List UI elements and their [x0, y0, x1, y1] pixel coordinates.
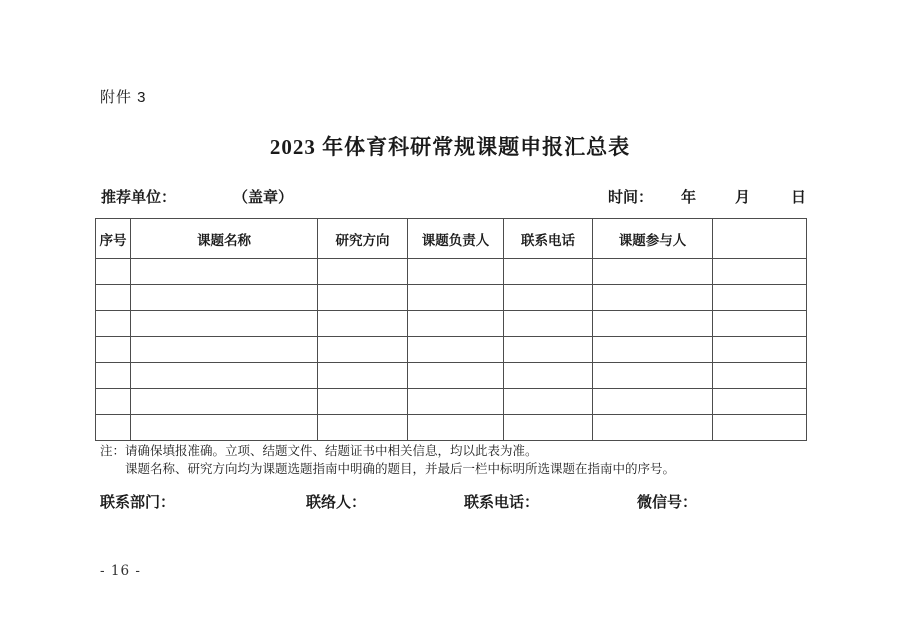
summary-table — [95, 218, 807, 441]
table-row — [96, 259, 807, 285]
table-cell — [408, 363, 504, 389]
table-cell — [96, 311, 131, 337]
table-cell — [131, 363, 318, 389]
header-cell-project-name: 课题名称 — [131, 219, 318, 259]
table-cell — [713, 415, 807, 441]
table-cell — [504, 285, 593, 311]
header-cell-project-leader: 课题负责人 — [408, 219, 504, 259]
table-cell — [408, 311, 504, 337]
year-label: 年 — [681, 189, 697, 206]
table-cell — [318, 389, 408, 415]
table-cell — [408, 285, 504, 311]
table-cell — [96, 415, 131, 441]
table-cell — [504, 337, 593, 363]
table-cell — [318, 259, 408, 285]
table-cell — [504, 259, 593, 285]
table-cell — [408, 337, 504, 363]
table-cell — [96, 389, 131, 415]
table-cell — [593, 259, 713, 285]
table-cell — [96, 259, 131, 285]
notes — [100, 443, 675, 478]
table-cell — [318, 363, 408, 389]
table-cell — [593, 389, 713, 415]
table-cell — [504, 415, 593, 441]
table-cell — [131, 311, 318, 337]
table-cell — [504, 363, 593, 389]
page-title: 2023 年体育科研常规课题申报汇总表 — [269, 135, 631, 159]
table-row — [96, 311, 807, 337]
table-cell — [96, 363, 131, 389]
seal-label: （盖章） — [233, 189, 294, 206]
month-label: 月 — [735, 189, 751, 206]
contact-wechat-label: 微信号： — [637, 494, 698, 511]
table-header-row — [96, 219, 807, 259]
table-cell — [713, 311, 807, 337]
table-cell — [318, 311, 408, 337]
note-line-1: 注：请确保填报准确。立项、结题文件、结题证书中相关信息，均以此表为准。 — [100, 444, 538, 458]
page-number: - 16 - — [100, 563, 141, 579]
table-cell — [593, 415, 713, 441]
table-cell — [318, 337, 408, 363]
table-cell — [131, 259, 318, 285]
table-cell — [131, 285, 318, 311]
table-cell — [96, 285, 131, 311]
table-cell — [593, 363, 713, 389]
table-cell — [318, 285, 408, 311]
table-cell — [593, 311, 713, 337]
table-cell — [713, 389, 807, 415]
table-row — [96, 337, 807, 363]
contact-liaison-label: 联络人： — [306, 494, 367, 511]
day-label: 日 — [791, 189, 807, 206]
table-cell — [408, 389, 504, 415]
table-cell — [408, 259, 504, 285]
note-line-2: 课题名称、研究方向均为课题选题指南中明确的题目，并最后一栏中标明所选课题在指南中的序号。 — [125, 461, 676, 476]
attachment-label: 附件 3 — [100, 89, 147, 106]
table-row — [96, 285, 807, 311]
header-cell-research-direction: 研究方向 — [318, 219, 408, 259]
table-row — [96, 389, 807, 415]
table-cell — [713, 363, 807, 389]
table-cell — [593, 285, 713, 311]
header-cell-blank — [713, 219, 807, 259]
table-cell — [713, 337, 807, 363]
table-cell — [96, 337, 131, 363]
header-cell-contact-phone: 联系电话 — [504, 219, 593, 259]
table-cell — [593, 337, 713, 363]
contact-department-label: 联系部门： — [100, 494, 176, 511]
table-row — [96, 415, 807, 441]
table-cell — [713, 285, 807, 311]
table-cell — [318, 415, 408, 441]
table-cell — [504, 389, 593, 415]
header-cell-index: 序号 — [96, 219, 131, 259]
header-cell-participants: 课题参与人 — [593, 219, 713, 259]
table-cell — [131, 415, 318, 441]
table-cell — [408, 415, 504, 441]
recommend-unit-label: 推荐单位： — [101, 189, 177, 206]
contact-phone-label: 联系电话： — [464, 494, 540, 511]
table-row — [96, 363, 807, 389]
table-cell — [131, 337, 318, 363]
table-body — [96, 259, 807, 441]
table-cell — [131, 389, 318, 415]
table-cell — [504, 311, 593, 337]
time-label: 时间： — [608, 189, 654, 206]
table-cell — [713, 259, 807, 285]
